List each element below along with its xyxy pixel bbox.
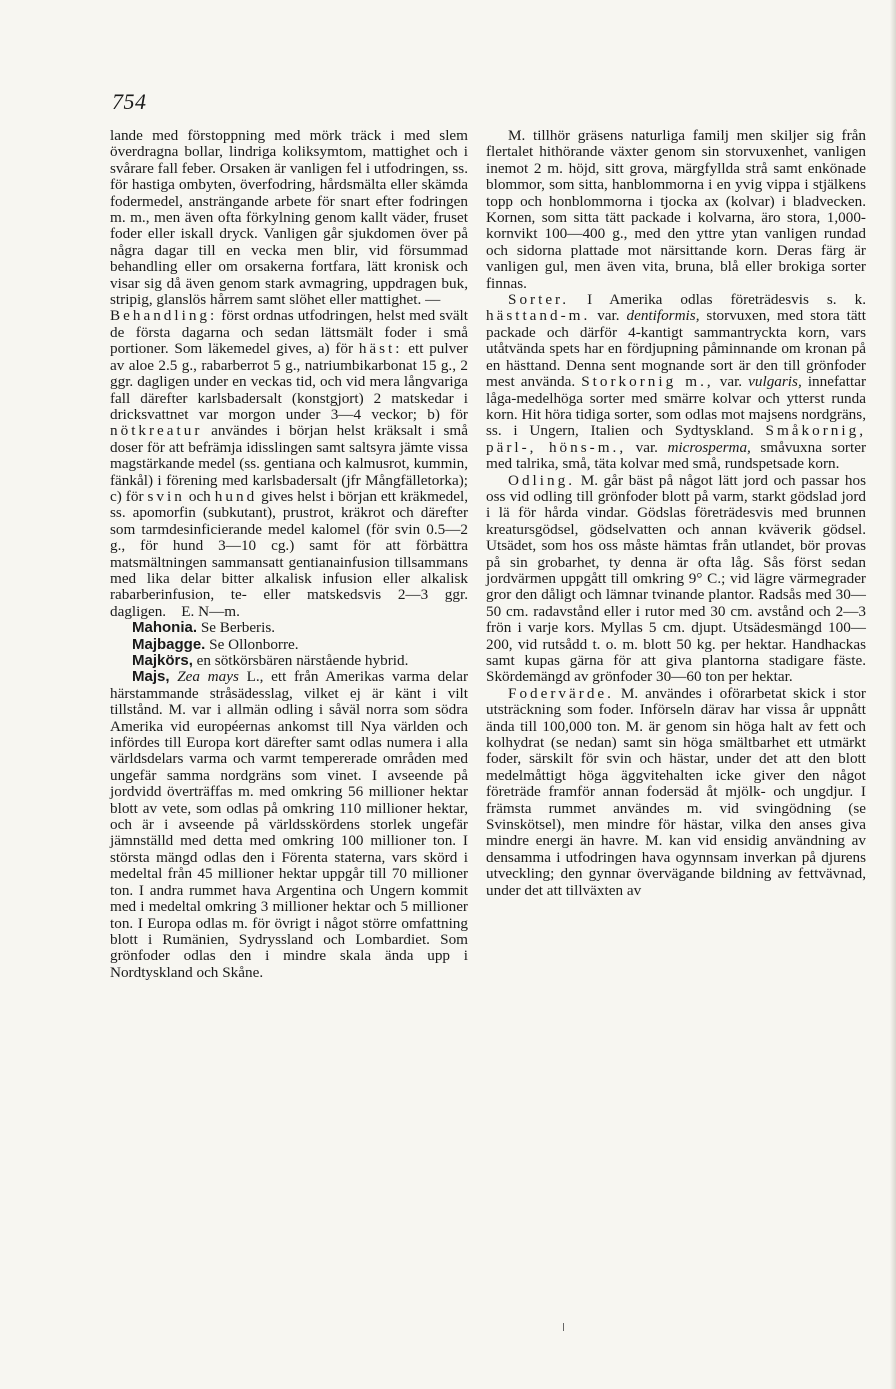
text-run: var. [713,373,749,391]
headword: Majs, [132,668,170,686]
text-run: Se Berberis. [197,619,276,637]
latin-name: Zea mays [177,668,239,686]
paragraph: lande med förstoppning med mörk träck i med slem överdragna bollar, lindriga koliksymtom, mattighet och i svårare fall feber. Orsaken är vanligen fel i utfodringen, ss. för hastiga ombyten, överfodring, hårdsmälta eller skämda fodermedel, ansträngande arbete för snart efter fodringen m. m., men även ofta förkylning genom kallt väder, fruset foder eller iskall dryck. Vanligen går sjukdomen över på några dagar till en vecka men blir, vid försummad behandling eller om orsakerna fortfara, lätt kronisk och visar sig då även genom stark avmagring, uppdragen buk, stripig, glanslös hårrem samt slöhet eller mattighet. — [110,127,468,309]
text-run: innefattar låga-medelhöga sorter med smärre kolvar och ytterst runda korn. Hit höra tidiga sorter, som odlas mot majsens nordgräns, ss. i Ungern, Italien och Sydtyskland. [486,373,866,440]
left-column [110,128,468,981]
entry-majbagge [110,637,468,653]
signature: E. N—m. [181,602,240,620]
entry-mahonia [110,620,468,636]
text-run: hästtand-m. [486,307,591,325]
text-run: hund [214,487,258,505]
text-run: en sötkörsbären närstående hybrid. [192,652,409,669]
right-column [486,128,866,899]
text-run: I Amerika odlas företrädesvis s. k. [569,291,866,309]
text-run: var. [590,307,627,325]
entry-majkors [110,653,468,669]
text-run: Storkornig m., [581,373,714,391]
paragraph [486,686,866,899]
section-label: Odling. [508,471,575,489]
text-run: L., ett från Amerikas varma delar härstammande stråsädesslag, vilket ej är känt i vilt tillstånd. M. var i allmän odling i såväl norra som södra Amerika vid européernas ankomst till Nya världen och infördes till Europa kort därefter samt odlas numera i alla världsdelars varma och varmt tempererade områden med ungefär samma nordgräns som vinet. I avseende på jordvidd överträffas m. med omkring 56 millioner hektar blott av vete, som odlas på omkring 110 millioner hektar, och är i avseende på världsskördens storlek ungefär jämnställd med detta med omkring 100 millioner ton. I största mängd odlas den i Förenta staterna, vars skörd i medeltal från 45 millioner hektar uppgår till 70 millioner ton. I andra rummet hava Argentina och Ungern kommit med i medeltal omkring 3 millioner hektar och 5 millioner ton. I Europa odlas m. för övrigt i något större omfattning blott i Rumänien, Sydryssland och Lombardiet. Som grönfoder odlas den i mindre skala ända upp i Nordtyskland och Skåne. [110,668,468,981]
entry-majs [110,669,468,981]
paragraph [486,473,866,686]
paragraph: M. tillhör gräsens naturliga familj men skiljer sig från flertalet hithörande växter genom sin storvuxenhet, vanligen inemot 2 m. höjd, sitt grova, märgfyllda strå samt enkönade blommor, som sitta, hanblommorna i en yvig vippa i stjälkens topp och honblommorna i tjocka ax (kolvar) i bladvecken. Kornen, som sitta tätt packade i kolvarna, äro stora, 1,000-kornvikt 100—400 g., med den yttre ytan vanligen rundad och sidorna plattade mot närsittande korn. Deras färg är vanligen gul, men även vita, bruna, blå eller brokiga sorter finnas. [486,127,866,292]
text-run: och [184,487,215,505]
text-run: ett pulver av aloe 2.5 g., rabarberrot 5 g., natriumbikarbonat 15 g., 2 ggr. dagligen under en veckas tid, och vid mera långvariga fall därefter karlsbadersalt (konstgjort) 2 matskedar i dricksvattnet var morgon under 3—4 veckor; b) för [110,340,468,423]
section-label: Fodervärde. [508,684,614,702]
text-run: storvuxen, med stora tätt packade och därför 4-kantigt sammantryckta korn, vars utåtvända spets har en fördjupning påminnande om kronan på en hästtand. Denna sent mognande sort är den till grönfoder mest använda. [486,307,866,391]
text-run: M. går bäst på något lätt jord och passar hos oss vid odling till grönfoder blott på varm, starkt gödslad jord i lä för hårda vindar. Gödslas företrädesvis med brunnen kreatursgödsel, gödselvatten och annan kväverik gödsel. Utsädet, som hos oss måste hämtas från utlandet, bör provas på sin grobarhet, ty denna är ofta låg. Sås först sedan jordvärmen uppgått till omkring 9° C.; vid lägre värmegrader gror den dåligt och lämnar tvinande plantor. Radsås med 30—50 cm. radavstånd eller i rutor med 30 cm. avstånd och 2—3 frön i varje kors. Myllas 5 cm. djupt. Utsädesmängd 100—200, vid rutsådd t. o. m. blott 50 kg. per hektar. Handhackas samt kupas gärna för att giva plantorna stadigare fäste. Skördemängd av grönfoder 30—60 ton per hektar. [486,471,866,686]
latin-name: microsperma, [667,438,751,456]
text-run: svin [147,487,185,505]
section-label: Behandling: [110,307,218,325]
text-run: gives helst i början ett kräkmedel, ss. apomorfin (subkutant), prustrot, kräkrot och därefter som tarmdesinficierande medel kalomel (för svin 0.5—2 g., för hund 3—10 cg.) samt för att förbättra matsmältningen sammansatt gentianainfusion tillsammans med lika delar bitter alkalisk infusion eller alkalisk rabarberinfusion, te- eller matskedsvis 2—3 ggr. dagligen. [110,487,468,620]
text-run: småvuxna sorter med talrika, små, täta kolvar med små, rundspetsade korn. [486,438,867,473]
text-run: M. användes i oförarbetat skick i stor utsträckning som foder. Införseln därav har vissa år uppnått ända till 100,000 ton. M. är genom sin höga halt av fett och kolhydrat (se nedan) samt sin höga smältbarhet ett utmärkt foder, särskilt för svin och hästar, under det att den blott medelmåttigt höga äggvitehalten icke giver den något företräde framför annan fodersäd åt mjölk- och ungdjur. I främsta rummet användes m. vid svingödning (se Svinskötsel), men mindre för hästar, vilka den anses giva mindre energi än havre. M. kan vid ensidig användning av densamma i utfodringen hava ogynnsam inverkan på djurens utveckling; den gynnar övervägande bildning av fettvävnad, under det att tillväxten av [486,684,866,899]
headword: Mahonia. [132,619,198,637]
latin-name: dentiformis, [626,307,700,325]
section-label: Sorter. [508,291,570,309]
text-run: Småkornig, pärl-, höns-m., [486,422,866,456]
headword: Majbagge. [132,635,206,653]
scan-mark [563,1323,564,1331]
text-run: användes i början helst kräksalt i små doser för att befrämja idisslingen samt saltsyra jämte vissa magstärkande medel (ss. gentiana och kalmusrot, kummin, fänkål) i förening med karlsbadersalt (jfr Mångfälletorka); c) för [110,422,468,505]
page-number: 754 [112,89,147,114]
text-run: var. [626,438,668,456]
latin-name: vulgaris, [748,373,802,391]
text-run: nötkreatur [110,422,203,440]
text-run: häst: [358,340,403,358]
paragraph [486,292,866,472]
page-edge-shadow [890,0,896,1389]
text-run: först ordnas utfodringen, helst med svält de första dagarna och sedan lättsmält foder i små portioner. Som läkemedel gives, a) för [110,307,468,358]
headword: Majkörs, [132,652,193,669]
text-run: Se Ollonborre. [205,635,299,653]
paragraph [110,308,468,620]
